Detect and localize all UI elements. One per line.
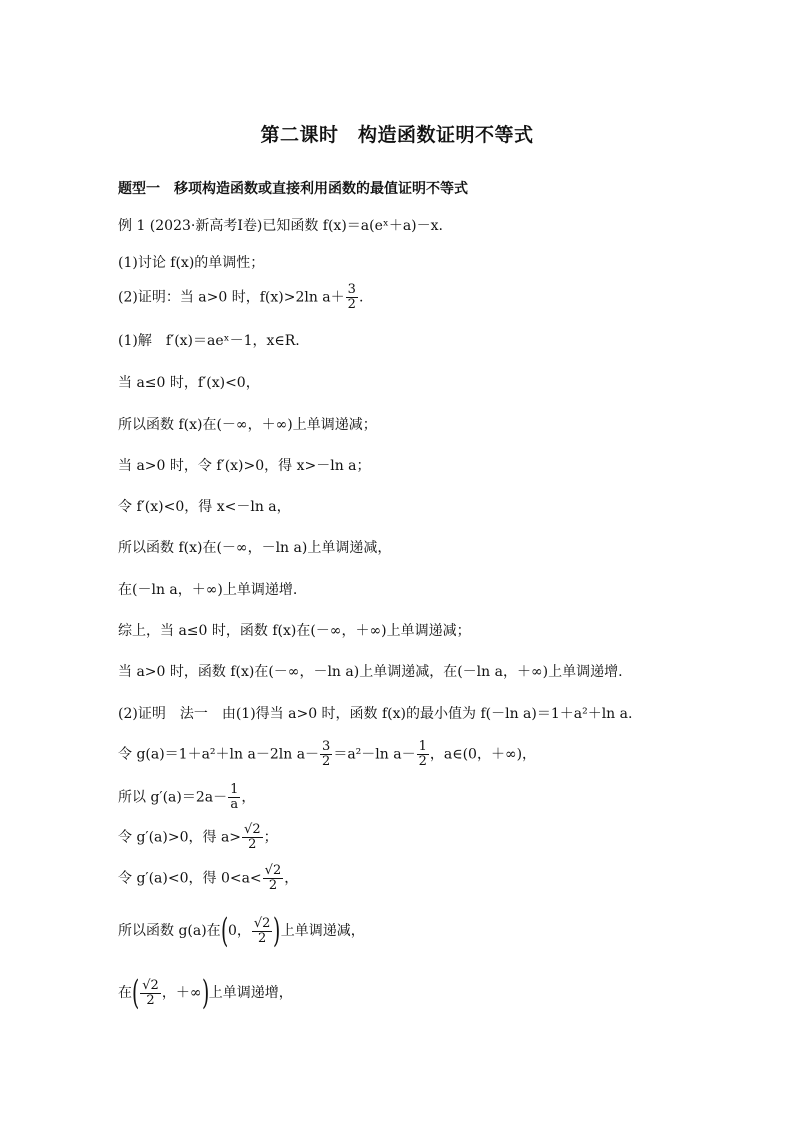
- solution-line-7: 在(－ln a，＋∞)上单调递增.: [118, 582, 298, 598]
- equation-part: 令 g′(a)>0，得 a>: [118, 829, 242, 846]
- solution-line-4: 当 a>0 时，令 f′(x)>0，得 x>－ln a；: [118, 458, 371, 474]
- question-2: (2)证明：当 a>0 时，f(x)>2ln a＋ $\frac{3}{2}$ .: [118, 282, 364, 312]
- equation-part: ＝a²－ln a－: [333, 746, 416, 763]
- fraction-numerator: √2: [244, 822, 261, 837]
- solution-line-1: (1)解 f′(x)＝aeˣ－1，x∈R.: [118, 333, 300, 349]
- equation-part: ，a∈(0，＋∞)，: [429, 746, 537, 763]
- fraction-numerator: 1: [418, 739, 427, 754]
- fraction: [263, 864, 284, 893]
- equation-part: 令 g(a)＝1＋a²＋ln a－2ln a－: [118, 746, 320, 763]
- equation-part: ；: [263, 829, 278, 846]
- equation-part: 上单调递减，: [280, 923, 365, 939]
- solution-line-13: [118, 823, 278, 852]
- equation-part: 在: [118, 985, 132, 1001]
- solution-line-8: 综上，当 a≤0 时，函数 f(x)在(－∞，＋∞)上单调递减；: [118, 623, 471, 639]
- solution-line-16: [118, 973, 293, 1013]
- example-intro: 例 1 (2023·新高考Ⅰ卷)已知函数 f(x)＝a(eˣ＋a)－x.: [118, 218, 443, 234]
- solution-line-5: 令 f′(x)<0，得 x<－ln a，: [118, 499, 291, 515]
- equation-part: 0，: [227, 923, 251, 939]
- solution-line-14: [118, 864, 298, 893]
- right-paren: ): [273, 911, 281, 951]
- question-1: (1)讨论 f(x)的单调性；: [118, 255, 265, 271]
- fraction-denominator: 2: [263, 878, 284, 893]
- fraction-numerator: 3: [347, 282, 356, 297]
- equation-part: ，＋∞: [161, 985, 202, 1001]
- right-paren: ): [201, 973, 209, 1013]
- fraction: [242, 823, 263, 852]
- fraction-numerator: 3: [322, 739, 331, 754]
- fraction: [228, 783, 240, 812]
- fraction-numerator: √2: [264, 863, 282, 878]
- solution-line-10: (2)证明 法一 由(1)得当 a>0 时，函数 f(x)的最小值为 f(－ln a)＝1＋a²＋ln a.: [118, 706, 633, 722]
- left-paren: (: [220, 911, 228, 951]
- fraction-denominator: 2: [252, 931, 273, 946]
- equation-part: 所以函数 g(a)在: [118, 923, 221, 939]
- fraction: [417, 740, 429, 769]
- fraction: [320, 740, 332, 769]
- page-title: 第二课时 构造函数证明不等式: [260, 124, 534, 146]
- fraction-denominator: 2: [322, 754, 331, 769]
- fraction-numerator: √2: [253, 915, 271, 931]
- fraction: [252, 917, 273, 946]
- equation-part: 所以 g′(a)＝2a－: [118, 789, 228, 806]
- solution-line-15: [118, 911, 365, 951]
- fraction: [140, 979, 161, 1008]
- solution-line-6: 所以函数 f(x)在(－∞，－ln a)上单调递减，: [118, 540, 392, 556]
- fraction-denominator: 2: [140, 993, 161, 1008]
- equation-part: 令 g′(a)<0，得 0<a<: [118, 870, 262, 887]
- left-paren: (: [131, 973, 140, 1013]
- question-2-text: (2)证明：当 a>0 时，f(x)>2ln a＋: [118, 289, 345, 306]
- solution-line-12: [118, 783, 255, 812]
- solution-line-3: 所以函数 f(x)在(－∞，＋∞)上单调递减；: [118, 417, 377, 433]
- section-heading: 题型一 移项构造函数或直接利用函数的最值证明不等式: [118, 181, 468, 197]
- fraction-denominator: 2: [347, 297, 356, 312]
- solution-line-11: [118, 740, 536, 769]
- fraction: [346, 283, 358, 312]
- fraction-denominator: 2: [418, 754, 427, 769]
- solution-line-9: 当 a>0 时，函数 f(x)在(－∞，－ln a)上单调递减，在(－ln a，＋∞)上单调递增.: [118, 664, 623, 680]
- fraction-denominator: a: [228, 797, 240, 812]
- equation-part: 上单调递增，: [208, 985, 293, 1001]
- equation-part: ，: [284, 870, 299, 887]
- fraction-numerator: √2: [142, 977, 159, 993]
- fraction-numerator: 1: [230, 782, 239, 797]
- solution-line-2: 当 a≤0 时，f′(x)<0，: [118, 375, 260, 391]
- equation-part: ，: [241, 789, 256, 806]
- fraction-denominator: 2: [242, 837, 263, 852]
